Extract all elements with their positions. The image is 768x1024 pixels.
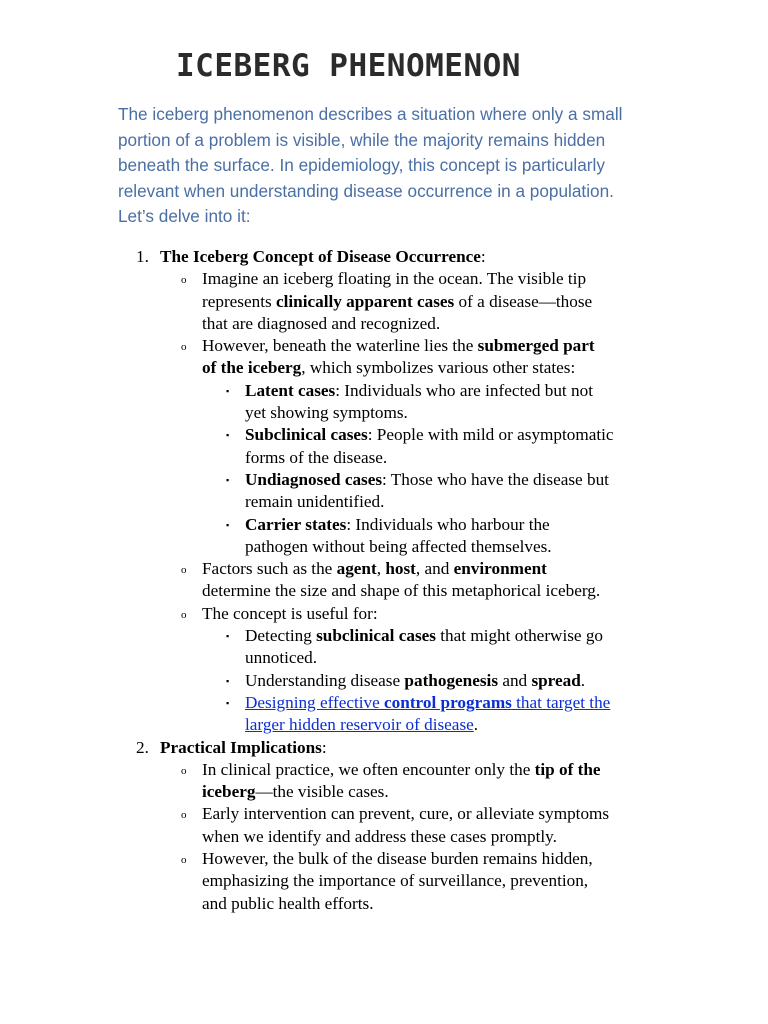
- item-text: ,: [376, 559, 386, 579]
- sub-list-item: [0, 380, 768, 425]
- item-text: —the visible cases.: [255, 782, 389, 802]
- intro-line: portion of a problem is visible, while the majority remains hidden: [118, 129, 606, 150]
- section-title: Practical Implications: [160, 737, 322, 757]
- item-text: and: [498, 670, 532, 690]
- list-item: [0, 558, 768, 603]
- item-text: Understanding disease: [245, 670, 405, 690]
- item-bold: pathogenesis: [404, 670, 499, 690]
- item-bold: tip of the: [534, 759, 601, 779]
- item-bold: Latent cases: [245, 380, 336, 400]
- square-bullet-icon: ▪: [226, 697, 230, 708]
- colon: :: [480, 247, 486, 266]
- item-text: of a disease—those: [454, 291, 593, 311]
- list-number: 1.: [136, 247, 149, 266]
- item-bold: Subclinical cases: [245, 425, 368, 445]
- item-bold: clinically apparent cases: [275, 291, 455, 311]
- list-item: [0, 848, 768, 915]
- list-item: [0, 759, 768, 804]
- sub-list-item: [0, 424, 768, 469]
- item-text: , which symbolizes various other states:: [301, 358, 576, 378]
- sub-list-item: [0, 692, 768, 737]
- intro-text: describes a situation where only a small: [313, 104, 623, 124]
- circle-bullet-icon: o: [181, 608, 187, 621]
- sub-list-item: [0, 670, 768, 692]
- item-bold: agent: [336, 559, 377, 579]
- control-programs-link[interactable]: [245, 693, 610, 712]
- link-text[interactable]: that target the: [511, 692, 611, 712]
- intro-text: The: [118, 104, 153, 124]
- item-bold: Undiagnosed cases: [245, 469, 383, 489]
- square-bullet-icon: ▪: [226, 474, 230, 485]
- item-text: .: [473, 715, 479, 735]
- circle-bullet-icon: o: [181, 274, 187, 287]
- item-text: Detecting: [245, 626, 317, 646]
- item-bold: iceberg: [202, 782, 256, 802]
- square-bullet-icon: ▪: [226, 519, 230, 530]
- item-text: determine the size and shape of this metaphorical iceberg.: [202, 581, 601, 601]
- square-bullet-icon: ▪: [226, 385, 230, 396]
- item-text: , and: [415, 559, 454, 579]
- section-heading: [0, 246, 768, 268]
- square-bullet-icon: ▪: [226, 631, 230, 642]
- intro-highlight: iceberg phenomenon: [152, 104, 314, 124]
- list-number: 2.: [136, 737, 149, 757]
- colon: :: [321, 737, 327, 757]
- item-text: unnoticed.: [245, 648, 318, 668]
- item-bold: of the iceberg: [202, 358, 302, 378]
- circle-bullet-icon: o: [181, 809, 187, 822]
- item-bold: spread: [531, 670, 581, 690]
- intro-line: Let’s delve into it:: [118, 206, 251, 226]
- item-text: emphasizing the importance of surveillance, prevention,: [202, 871, 589, 891]
- list-item: [0, 268, 768, 335]
- item-text: when we identify and address these cases promptly.: [202, 826, 557, 846]
- item-text: : People with mild or asymptomatic: [367, 425, 614, 445]
- circle-bullet-icon: o: [181, 341, 187, 354]
- intro-line: relevant when understanding disease occurrence in a population.: [118, 180, 614, 201]
- item-bold: subclinical cases: [316, 626, 436, 646]
- item-text: : Individuals who harbour the: [346, 514, 550, 534]
- circle-bullet-icon: o: [181, 564, 187, 577]
- sub-list-item: [0, 625, 768, 670]
- item-bold: submerged part: [477, 336, 595, 356]
- list-item: [0, 803, 768, 848]
- item-text: However, the bulk of the disease burden remains hidden,: [202, 849, 593, 869]
- circle-bullet-icon: o: [181, 854, 187, 867]
- item-text: pathogen without being affected themselves.: [245, 536, 552, 556]
- item-text: .: [580, 670, 586, 690]
- item-text: yet showing symptoms.: [245, 403, 408, 423]
- item-text: : Individuals who are infected but not: [335, 380, 593, 400]
- item-bold: Carrier states: [245, 514, 347, 534]
- page-title: ICEBERG PHENOMENON: [176, 48, 521, 84]
- section-heading: [0, 737, 768, 759]
- list-item: [0, 335, 768, 380]
- sub-list-item: [0, 514, 768, 559]
- sub-list-item: [0, 469, 768, 514]
- item-bold: host: [385, 559, 416, 579]
- item-text: remain unidentified.: [245, 492, 385, 512]
- item-bold: environment: [453, 559, 547, 579]
- link-bold[interactable]: control programs: [384, 692, 512, 712]
- item-text: that might otherwise go: [435, 626, 604, 646]
- item-text: The concept is useful for:: [202, 603, 378, 623]
- item-text: Factors such as the: [202, 559, 337, 579]
- item-text: Early intervention can prevent, cure, or alleviate symptoms: [202, 804, 610, 824]
- item-text: represents: [202, 291, 276, 311]
- circle-bullet-icon: o: [181, 764, 187, 777]
- item-text: : Those who have the disease but: [382, 469, 609, 489]
- list-item: [0, 603, 768, 625]
- item-text: and public health efforts.: [202, 893, 374, 913]
- link-text[interactable]: Designing effective: [245, 692, 385, 712]
- item-text: However, beneath the waterline lies the: [202, 336, 478, 356]
- item-text: Imagine an iceberg floating in the ocean. The visible tip: [202, 269, 587, 289]
- square-bullet-icon: ▪: [226, 675, 230, 686]
- intro-line: beneath the surface. In epidemiology, this concept is particularly: [118, 155, 605, 175]
- item-text: forms of the disease.: [245, 447, 388, 467]
- square-bullet-icon: ▪: [226, 430, 230, 441]
- intro-paragraph: [118, 102, 658, 230]
- item-text: In clinical practice, we often encounter only the: [202, 759, 535, 779]
- section-title: The Iceberg Concept of Disease Occurrence: [160, 247, 481, 266]
- reservoir-link[interactable]: larger hidden reservoir of disease: [245, 715, 474, 735]
- item-text: that are diagnosed and recognized.: [202, 313, 441, 333]
- document-body: [0, 246, 768, 915]
